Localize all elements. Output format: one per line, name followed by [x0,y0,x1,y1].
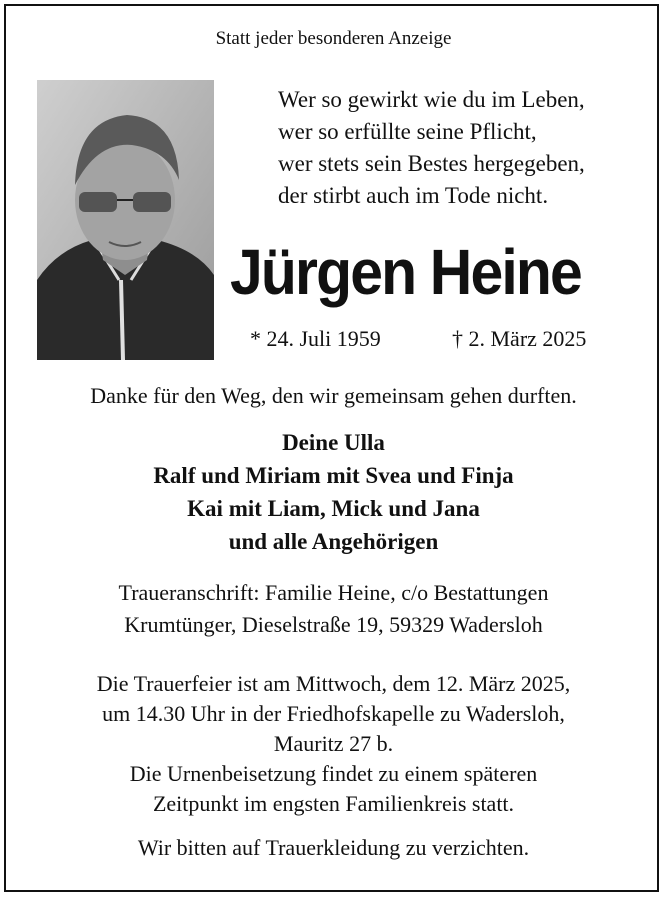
attire-request: Wir bitten auf Trauerkleidung zu verzichten. [137,835,530,860]
service-line: Die Trauerfeier ist am Mittwoch, dem 12. März 2025, [96,671,571,696]
poem-line: wer stets sein Bestes hergegeben, [278,151,585,176]
family-line: Kai mit Liam, Mick und Jana [187,496,480,521]
portrait-photo [37,80,214,360]
service-line: um 14.30 Uhr in der Friedhofskapelle zu Wadersloh, [102,701,565,726]
family-line: Deine Ulla [282,430,385,455]
birth-date: * 24. Juli 1959 [250,326,381,351]
family-signatures [0,426,667,558]
death-date: † 2. März 2025 [452,326,587,351]
family-line: Ralf und Miriam mit Svea und Finja [153,463,514,488]
memorial-poem [278,84,585,212]
address-line: Krumtünger, Dieselstraße 19, 59329 Wadersloh [124,612,543,637]
address-line: Traueranschrift: Familie Heine, c/o Bestattungen [118,580,549,605]
deceased-name: Jürgen Heine [230,236,581,308]
service-line: Mauritz 27 b. [273,731,394,756]
service-line: Die Urnenbeisetzung findet zu einem späteren [129,761,538,786]
service-details [0,669,667,819]
mourning-address [0,577,667,641]
poem-line: Wer so gewirkt wie du im Leben, [278,87,585,112]
service-line: Zeitpunkt im engsten Familienkreis statt. [152,791,515,816]
poem-line: der stirbt auch im Tode nicht. [278,183,549,208]
portrait-image [37,80,214,360]
poem-line: wer so erfüllte seine Pflicht, [278,119,537,144]
notice-header: Statt jeder besonderen Anzeige [215,28,452,49]
family-line: und alle Angehörigen [228,529,439,554]
thanks-line: Danke für den Weg, den wir gemeinsam gehen durften. [90,383,577,408]
